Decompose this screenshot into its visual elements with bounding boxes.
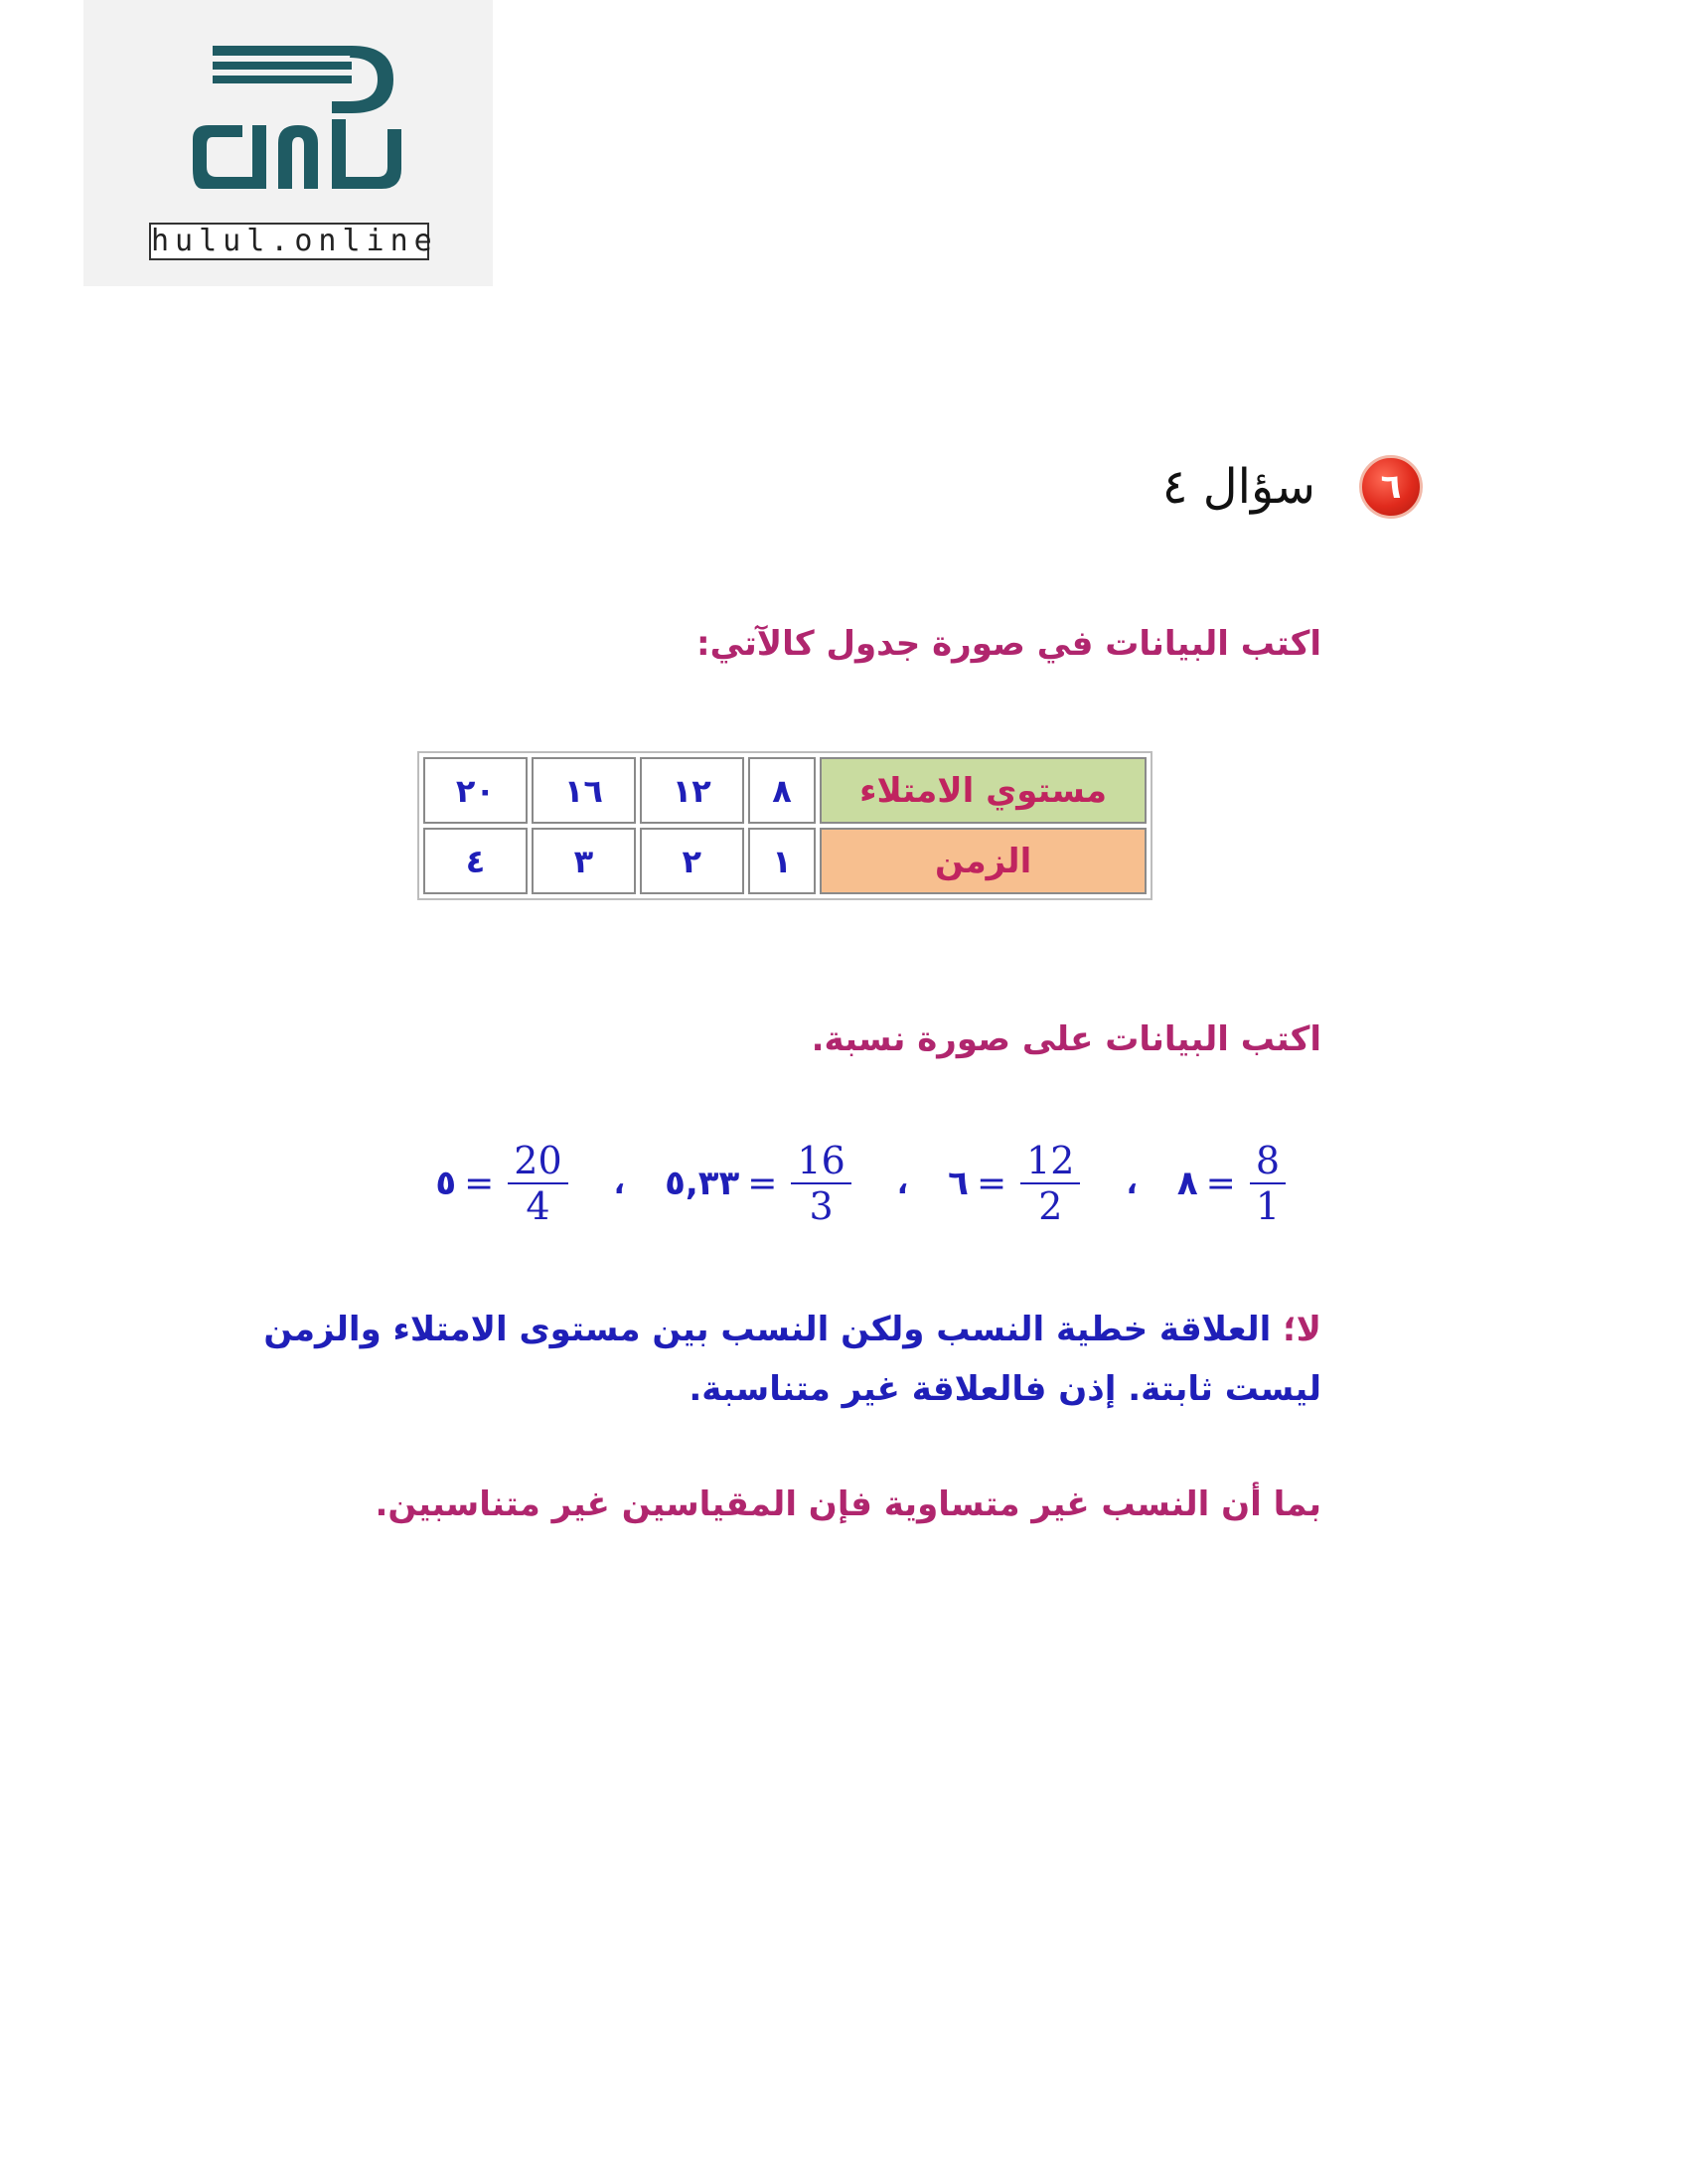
fraction [1250,1141,1286,1226]
question-number-badge: ٦ [1359,455,1423,519]
equals-sign: = [464,1163,495,1204]
instruction-ratio: اكتب البيانات على صورة نسبة. [811,1019,1321,1059]
equals-sign: = [976,1163,1007,1204]
ratio-equations [435,1141,1292,1226]
fraction-denominator: 3 [809,1184,834,1228]
fraction-denominator: 2 [1038,1184,1063,1228]
ratio-separator: ، [1126,1166,1138,1201]
logo-domain[interactable]: hulul.online [151,224,438,258]
ratio-separator: ، [896,1166,909,1201]
ratio-separator: ، [613,1166,626,1201]
fraction-denominator: 1 [1255,1184,1280,1228]
fraction [791,1141,850,1226]
table-cell: ١٢ [640,757,744,824]
ratio-item [948,1141,1086,1226]
fraction-denominator: 4 [526,1184,550,1228]
table-cell: ٨ [748,757,817,824]
ratio-item [1177,1141,1292,1226]
answer-text: العلاقة خطية النسب ولكن النسب بين مستوى الامتلاء والزمن ليست ثابتة. إذن فالعلاقة غير متناسبة. [263,1310,1321,1409]
ratio-result: ٨ [1176,1164,1198,1203]
logo [83,0,493,286]
ratio-item [665,1141,857,1226]
table-row [423,828,1147,894]
table-row-header: مستوي الامتلاء [820,757,1147,824]
fraction-numerator: 16 [791,1141,850,1184]
table-cell: ١ [748,828,817,894]
table-row-header: الزمن [820,828,1147,894]
hulul-logo-icon [183,40,411,199]
table-cell: ١٦ [532,757,636,824]
fraction [1020,1141,1080,1226]
ratio-result: ٦ [948,1164,969,1203]
ratio-result: ٥ [435,1164,457,1203]
equals-sign: = [747,1163,778,1204]
conclusion: بما أن النسب غير متساوية فإن المقياسين غير متناسبين. [375,1484,1321,1524]
question-title: سؤال ٤ [1161,459,1315,515]
table-cell: ٤ [423,828,528,894]
fraction-numerator: 8 [1250,1141,1286,1184]
table-cell: ٢٠ [423,757,528,824]
answer-paragraph [258,1300,1321,1419]
ratio-item [435,1141,573,1226]
fraction-numerator: 20 [508,1141,567,1184]
equals-sign: = [1205,1163,1236,1204]
ratio-result: ٥,٣٣ [665,1164,740,1203]
table-row [423,757,1147,824]
question-header [1162,455,1423,519]
fraction-numerator: 12 [1020,1141,1080,1184]
table-cell: ٣ [532,828,636,894]
table-cell: ٢ [640,828,744,894]
answer-lead: لا؛ [1283,1310,1321,1349]
data-table [417,751,1152,900]
fraction [508,1141,567,1226]
instruction-table: اكتب البيانات في صورة جدول كالآتي: [696,624,1321,664]
